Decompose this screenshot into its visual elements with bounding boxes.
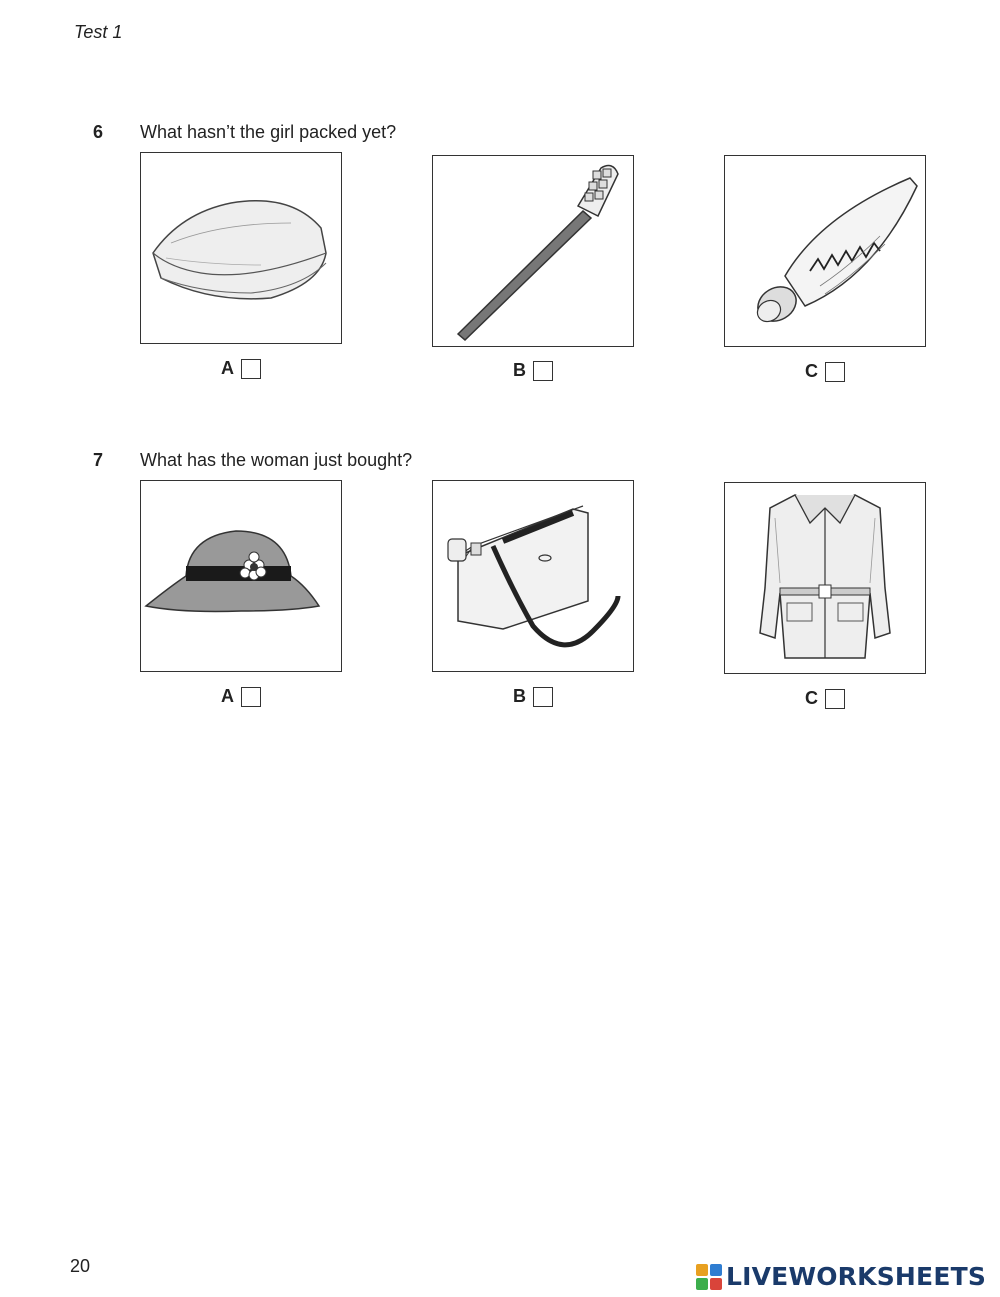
question-7-number: 7 <box>93 450 104 470</box>
q7-answer-checkbox-b[interactable] <box>533 687 553 707</box>
question-6-text: What hasn’t the girl packed yet? <box>140 122 397 142</box>
toothbrush-icon <box>433 156 633 346</box>
q6-answer-checkbox-c[interactable] <box>825 362 845 382</box>
jacket-image <box>724 482 926 674</box>
liveworksheets-logo-icon <box>696 1264 722 1290</box>
question-7-text: What has the woman just bought? <box>140 450 413 470</box>
q7-answer-checkbox-a[interactable] <box>241 687 261 707</box>
option-letter: B <box>513 686 526 706</box>
q7-answer-checkbox-c[interactable] <box>825 689 845 709</box>
option-letter: B <box>513 360 526 380</box>
hat-image <box>140 480 342 672</box>
brand-name: LIVEWORKSHEETS <box>726 1262 987 1291</box>
option-letter: A <box>221 686 234 706</box>
brand-logo <box>696 1262 986 1291</box>
q6-option-c <box>805 361 845 382</box>
toothpaste-image <box>724 155 926 347</box>
option-letter: A <box>221 358 234 378</box>
toothpaste-icon <box>725 156 925 346</box>
question-6-number: 6 <box>93 122 104 142</box>
header-title: Test 1 <box>74 22 123 42</box>
page-number: 20 <box>70 1256 91 1276</box>
q7-option-a <box>221 686 261 707</box>
jacket-icon <box>725 483 925 673</box>
hat-icon <box>141 481 341 671</box>
shoulder-bag-icon <box>433 481 633 671</box>
q6-answer-checkbox-a[interactable] <box>241 359 261 379</box>
q7-option-c <box>805 688 845 709</box>
option-letter: C <box>805 688 818 708</box>
q7-option-b <box>513 686 553 707</box>
bag-image <box>432 480 634 672</box>
option-letter: C <box>805 361 818 381</box>
towel-image <box>140 152 342 344</box>
towel-icon <box>141 153 341 343</box>
q6-option-b <box>513 360 553 381</box>
toothbrush-image <box>432 155 634 347</box>
q6-option-a <box>221 358 261 379</box>
q6-answer-checkbox-b[interactable] <box>533 361 553 381</box>
